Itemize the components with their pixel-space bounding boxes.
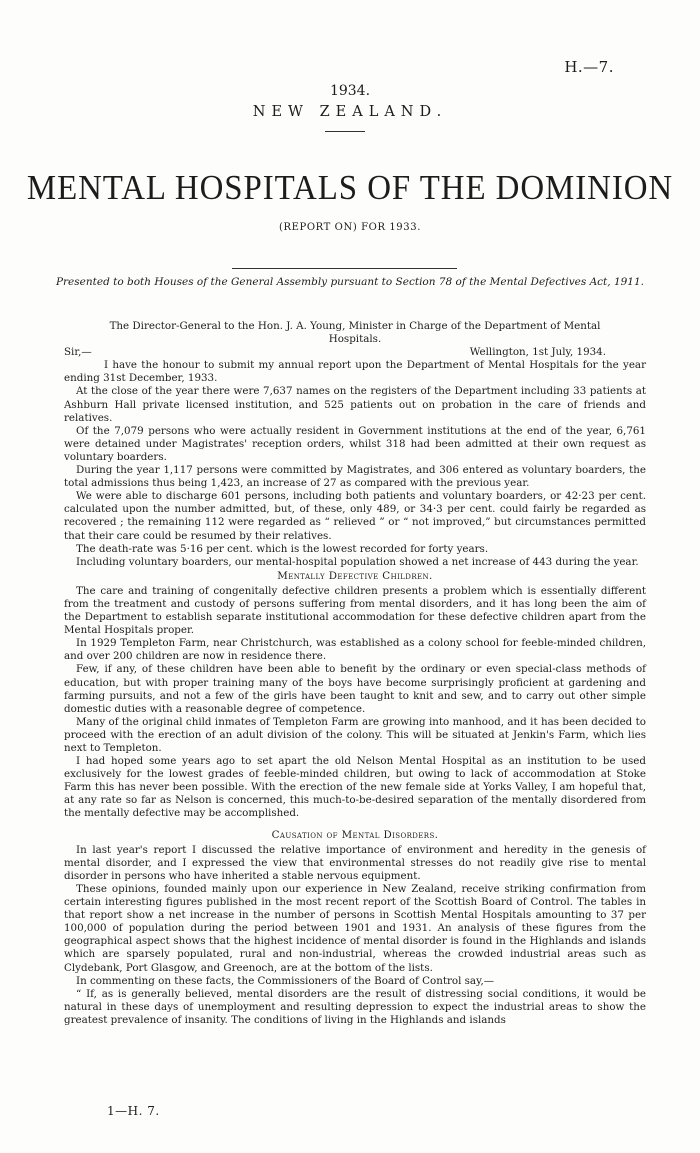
title-divider [232, 268, 457, 269]
address-line [64, 320, 646, 346]
salutation: Sir,— [64, 346, 92, 359]
report-title: MENTAL HOSPITALS OF THE DOMINION [26, 168, 674, 207]
paragraph: In commenting on these facts, the Commissioners of the Board of Control say,— [76, 974, 495, 987]
address-text-cont: Hospitals. [328, 333, 382, 346]
presented-statement: Presented to both Houses of the General Assembly pursuant to Section 78 of the Mental Defectives Act, 1911. [55, 276, 645, 288]
paragraph: In last year's report I discussed the relative importance of environment and heredity in the genesis of mental disorder, and I expressed the view that environmental stresses do not readily give rise to mental disorder in persons who have inherited a stable nervous equipment. [64, 843, 646, 882]
report-subtitle: (REPORT ON) FOR 1933. [279, 222, 421, 233]
place-date: Wellington, 1st July, 1934. [469, 346, 606, 359]
country-heading: NEW ZEALAND. [252, 104, 448, 120]
quoted-paragraph: “ If, as is generally believed, mental disorders are the result of distressing social conditions, it would be natural in these days of unemployment and resulting depression to expect the industrial areas to show the greatest prevalence of insanity. The conditions of living in the Highlands and islands [64, 987, 646, 1026]
section-heading: Mentally Defective Children. [277, 569, 433, 582]
paragraph: We were able to discharge 601 persons, including both patients and voluntary boarders, or 42·23 per cent. calculated upon the number admitted, but, of these, only 489, or 34·3 per cent. could fairly be regarded as recovered ; the remaining 112 were regarded as “ relieved ” or “ not improved,” but circumstances permitted that their care could be resumed by their relatives. [64, 490, 646, 542]
report-body [64, 320, 646, 1027]
paragraph: I had hoped some years ago to set apart the old Nelson Mental Hospital as an institution to be used exclusively for the lowest grades of feeble-minded children, but owing to lack of accommodation at Stoke Farm this has never been possible. With the erection of the new female side at Yorks Valley, I am hopeful that, at any rate so far as Nelson is concerned, this much-to-be-desired separation of the mentally disordered from the mentally defective may be accomplished. [64, 755, 646, 820]
salutation-row [64, 346, 646, 359]
paragraph: Few, if any, of these children have been able to benefit by the ordinary or even special-class methods of education, but with proper training many of the boys have become surprisingly proficient at gardening and farming pursuits, and not a few of the girls have been taught to knit and sew, and to carry out other simple domestic duties with a reasonable degree of competence. [64, 663, 646, 715]
paragraph: During the year 1,117 persons were committed by Magistrates, and 306 entered as voluntary boarders, the total admissions thus being 1,423, an increase of 27 as compared with the previous year. [64, 464, 646, 490]
paragraph: In 1929 Templeton Farm, near Christchurch, was established as a colony school for feeble-minded children, and over 200 children are now in residence there. [64, 637, 646, 663]
paragraph: I have the honour to submit my annual report upon the Department of Mental Hospitals for the year ending 31st December, 1933. [64, 359, 646, 385]
paragraph: These opinions, founded mainly upon our experience in New Zealand, receive striking confirmation from certain interesting figures published in the most recent report of the Scottish Board of Control. The tables in that report show a net increase in the number of persons in Scottish Mental Hospitals amounting to 37 per 100,000 of population during the period between 1901 and 1931. An analysis of these figures from the geographical aspect shows that the highest incidence of mental disorder is found in the Highlands and islands which are sparsely populated, rural and non-industrial, whereas the crowded industrial areas such as Clydebank, Port Glasgow, and Greenoch, are at the bottom of the lists. [64, 882, 646, 974]
paragraph: The death-rate was 5·16 per cent. which is the lowest recorded for forty years. [76, 542, 489, 555]
short-divider [325, 131, 365, 132]
paragraph: At the close of the year there were 7,637 names on the registers of the Department including 33 patients at Ashburn Hall private licensed institution, and 525 patients out on probation in the care of friends and relatives. [64, 385, 646, 424]
paragraph: The care and training of congenitally defective children presents a problem which is essentially different from the treatment and custody of persons suffering from mental disorders, and it has long been the aim of the Department to establish separate institutional accommodation for these defective children apart from the Mental Hospitals proper. [64, 584, 646, 637]
page-signature: 1—H. 7. [107, 1104, 160, 1118]
paragraph: Many of the original child inmates of Templeton Farm are growing into manhood, and it has been decided to proceed with the erection of an adult division of the colony. This will be situated at Jenkin's Farm, which lies next to Templeton. [64, 715, 646, 754]
paragraph: Including voluntary boarders, our mental-hospital population showed a net increase of 443 during the year. [76, 555, 639, 568]
section-heading: Causation of Mental Disorders. [271, 828, 439, 841]
address-text: The Director-General to the Hon. J. A. Young, Minister in Charge of the Department of Mental [109, 320, 601, 332]
document-year: 1934. [329, 83, 371, 99]
paragraph: Of the 7,079 persons who were actually resident in Government institutions at the end of the year, 6,761 were detained under Magistrates' reception orders, whilst 318 had been admitted at their own request as voluntary boarders. [64, 424, 646, 463]
document-reference: H.—7. [564, 58, 614, 76]
